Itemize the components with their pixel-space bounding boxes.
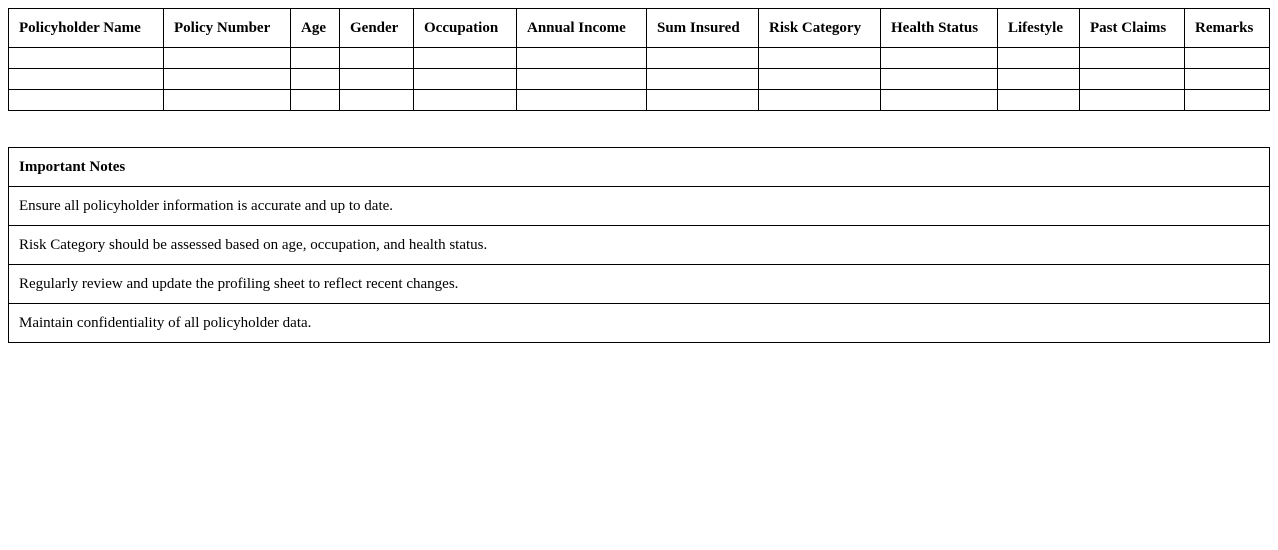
policyholder-profiling-table	[8, 8, 1270, 111]
table-cell[interactable]	[414, 90, 517, 111]
table-cell[interactable]	[414, 69, 517, 90]
table-cell[interactable]	[9, 90, 164, 111]
table-cell[interactable]	[9, 48, 164, 69]
table-cell[interactable]	[9, 69, 164, 90]
table-cell[interactable]	[517, 90, 647, 111]
list-item	[9, 226, 1270, 265]
note-text: Regularly review and update the profiling sheet to reflect recent changes.	[9, 265, 1270, 304]
column-header-sum-insured: Sum Insured	[647, 9, 759, 48]
table-cell[interactable]	[164, 69, 291, 90]
note-text: Risk Category should be assessed based on age, occupation, and health status.	[9, 226, 1270, 265]
table-header-row	[9, 9, 1270, 48]
column-header-gender: Gender	[340, 9, 414, 48]
table-cell[interactable]	[414, 48, 517, 69]
list-item	[9, 265, 1270, 304]
table-cell[interactable]	[998, 90, 1080, 111]
table-cell[interactable]	[291, 69, 340, 90]
column-header-age: Age	[291, 9, 340, 48]
profiling-sheet	[8, 8, 1270, 343]
table-cell[interactable]	[998, 48, 1080, 69]
column-header-remarks: Remarks	[1185, 9, 1270, 48]
table-cell[interactable]	[759, 69, 881, 90]
table-row	[9, 69, 1270, 90]
note-text: Maintain confidentiality of all policyholder data.	[9, 304, 1270, 343]
column-header-policyholder-name: Policyholder Name	[9, 9, 164, 48]
table-cell[interactable]	[340, 69, 414, 90]
table-cell[interactable]	[647, 48, 759, 69]
list-item	[9, 304, 1270, 343]
table-cell[interactable]	[340, 48, 414, 69]
table-cell[interactable]	[291, 48, 340, 69]
column-header-health-status: Health Status	[881, 9, 998, 48]
column-header-risk-category: Risk Category	[759, 9, 881, 48]
table-cell[interactable]	[1185, 48, 1270, 69]
column-header-annual-income: Annual Income	[517, 9, 647, 48]
table-cell[interactable]	[759, 90, 881, 111]
list-item	[9, 187, 1270, 226]
table-cell[interactable]	[517, 48, 647, 69]
table-cell[interactable]	[517, 69, 647, 90]
note-text: Ensure all policyholder information is accurate and up to date.	[9, 187, 1270, 226]
table-cell[interactable]	[1080, 69, 1185, 90]
table-cell[interactable]	[881, 90, 998, 111]
table-cell[interactable]	[164, 90, 291, 111]
column-header-policy-number: Policy Number	[164, 9, 291, 48]
table-cell[interactable]	[164, 48, 291, 69]
table-cell[interactable]	[881, 69, 998, 90]
table-cell[interactable]	[1185, 69, 1270, 90]
notes-header-row	[9, 148, 1270, 187]
table-row	[9, 90, 1270, 111]
table-cell[interactable]	[881, 48, 998, 69]
notes-title: Important Notes	[9, 148, 1270, 187]
column-header-lifestyle: Lifestyle	[998, 9, 1080, 48]
table-cell[interactable]	[291, 90, 340, 111]
table-cell[interactable]	[340, 90, 414, 111]
column-header-past-claims: Past Claims	[1080, 9, 1185, 48]
column-header-occupation: Occupation	[414, 9, 517, 48]
table-cell[interactable]	[759, 48, 881, 69]
table-row	[9, 48, 1270, 69]
table-cell[interactable]	[647, 69, 759, 90]
table-cell[interactable]	[1080, 90, 1185, 111]
important-notes-table	[8, 147, 1270, 343]
table-cell[interactable]	[1185, 90, 1270, 111]
table-cell[interactable]	[998, 69, 1080, 90]
table-cell[interactable]	[647, 90, 759, 111]
table-cell[interactable]	[1080, 48, 1185, 69]
